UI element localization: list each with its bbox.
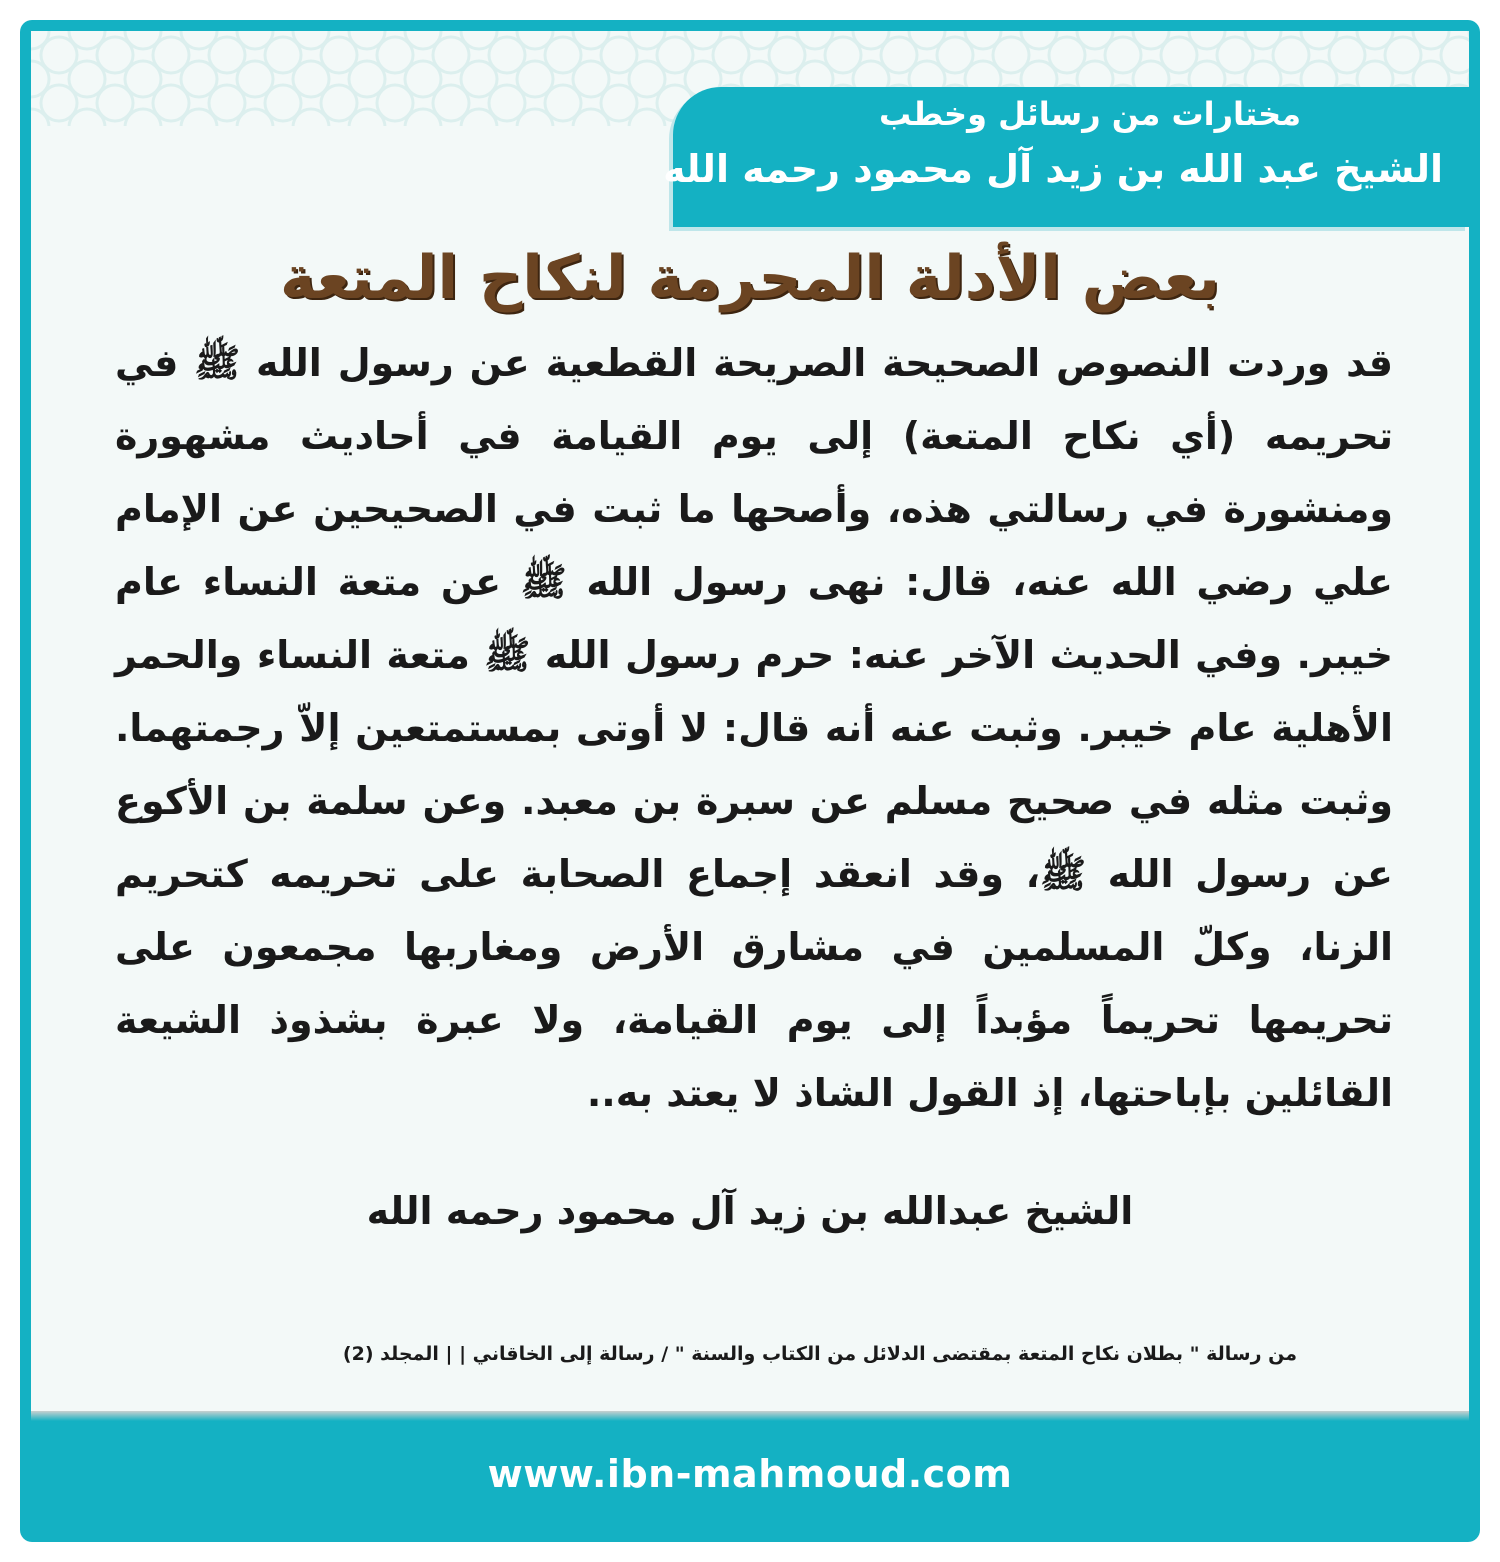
header-subtitle: مختارات من رسائل وخطب	[878, 95, 1301, 133]
body-paragraph: قد وردت النصوص الصحيحة الصريحة القطعية عن رسول الله ﷺ في تحريمه (أي نكاح المتعة) إلى يوم القيامة في أحاديث مشهورة ومنشورة في رسالتي هذه، وأصحها ما ثبت في الصحيحين عن الإمام علي رضي الله عنه، قال: نهى رسول الله ﷺ عن متعة النساء عام خيبر. وفي الحديث الآخر عنه: حرم رسول الله ﷺ متعة النساء والحمر الأهلية عام خيبر. وثبت عنه أنه قال: لا أوتى بمستمتعين إلاّ رجمتهما. وثبت مثله في صحيح مسلم عن سبرة بن معبد. وعن سلمة بن الأكوع عن رسول الله ﷺ، وقد انعقد إجماع الصحابة على تحريمه كتحريم الزنا، وكلّ المسلمين في مشارق الأرض ومغاربها مجمعون على تحريمها تحريماً مؤبداً إلى يوم القيامة، ولا عبرة بشذوذ الشيعة القائلين بإباحتها، إذ القول الشاذ لا يعتد به..	[115, 341, 1393, 1115]
page-title: بعض الأدلة المحرمة لنكاح المتعة	[280, 243, 1220, 313]
content-card	[31, 31, 1469, 1411]
author-signature: الشيخ عبدالله بن زيد آل محمود رحمه الله	[366, 1189, 1134, 1233]
footer-divider	[31, 1411, 1469, 1421]
website-link[interactable]: www.ibn-mahmoud.com	[487, 1452, 1013, 1496]
header-author: الشيخ عبد الله بن زيد آل محمود رحمه الله	[663, 147, 1443, 191]
source-citation: من رسالة " بطلان نكاح المتعة بمقتضى الدلائل من الكتاب والسنة " / رسالة إلى الخاقاني | | المجلد (2)	[342, 1343, 1297, 1365]
header-banner	[663, 87, 1469, 227]
